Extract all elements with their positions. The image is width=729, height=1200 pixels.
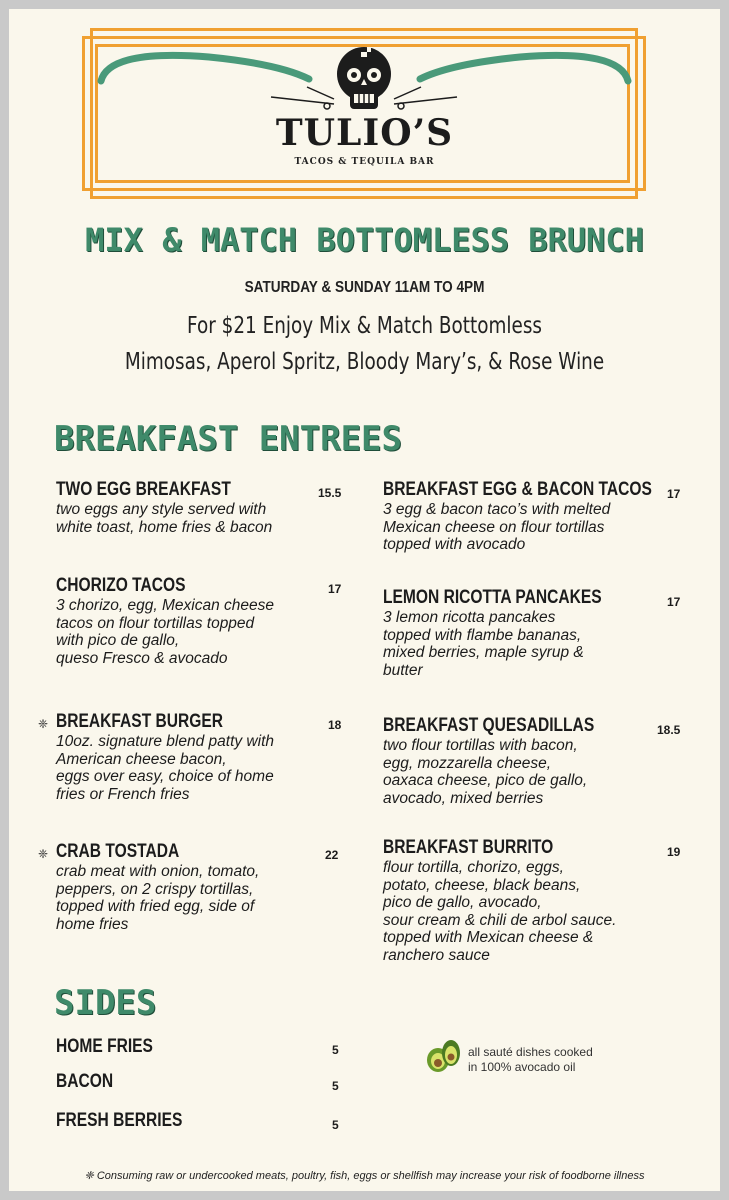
item-price: 17 [667,487,681,501]
entrees-title: BREAKFAST ENTREES [54,419,402,459]
desc-line: white toast, home fries & bacon [56,518,273,536]
item-description [56,863,356,933]
item-description [56,501,356,536]
desc-line: 3 lemon ricotta pancakes [383,609,556,626]
desc-line: two eggs any style served with [56,501,267,518]
footer-star-icon: ❈ [84,1170,94,1182]
menu-item [56,711,356,803]
headline: MIX & MATCH BOTTOMLESS BRUNCH [85,221,644,259]
desc-line: tacos on flour tortillas topped [56,614,255,632]
item-name: BREAKFAST EGG & BACON TACOS [383,479,652,500]
sugar-skull-icon [337,47,391,109]
desc-line: Mexican cheese on flour tortillas [383,518,605,536]
desc-line: butter [383,661,423,679]
item-price: 15.5 [318,486,342,500]
desc-line: home fries [56,915,129,933]
item-description [383,501,683,554]
item-name: CHORIZO TACOS [56,575,186,596]
avocado-icon [424,1035,464,1075]
item-name: BREAKFAST BURGER [56,711,224,732]
desc-line: topped with Mexican cheese & [383,929,594,946]
menu-item [383,479,683,554]
item-price: 22 [325,848,339,862]
side-item-name: FRESH BERRIES [56,1110,183,1131]
side-item-price: 5 [332,1043,339,1057]
left-swoosh-icon [101,55,309,81]
desc-line: queso Fresco & avocado [56,649,228,667]
desc-line: mixed berries, maple syrup & [383,644,584,661]
desc-line: American cheese bacon, [56,750,227,768]
right-swoosh-icon [420,55,628,81]
brand-name: TULIO’S [275,112,454,154]
menu-item [383,837,683,964]
sides-title: SIDES [54,983,157,1023]
logo-ornaments [9,9,720,209]
item-name: TWO EGG BREAKFAST [56,479,231,500]
item-price: 18.5 [657,723,681,737]
desc-line: topped with flambe bananas, [383,626,582,644]
desc-line: egg, mozzarella cheese, [383,754,552,772]
menu-item [56,841,356,933]
item-description [56,733,356,803]
item-name: BREAKFAST QUESADILLAS [383,715,595,736]
desc-line: topped with avocado [383,536,526,553]
item-name: LEMON RICOTTA PANCAKES [383,587,602,608]
hours: SATURDAY & SUNDAY 11AM TO 4PM [244,279,485,296]
desc-line: pico de gallo, avocado, [383,894,542,911]
desc-line: topped with fried egg, side of [56,898,255,915]
note-line: in 100% avocado oil [468,1060,576,1074]
menu-page [9,9,720,1191]
menu-item [383,587,683,679]
promo-line-2: Mimosas, Aperol Spritz, Bloody Mary’s, & Rose Wine [124,349,605,375]
note-line: all sauté dishes cooked [468,1045,593,1059]
desc-line: eggs over easy, choice of home [56,768,274,785]
item-price: 17 [328,582,342,596]
header-logo-area [9,9,720,209]
item-description [383,859,683,964]
menu-item [56,479,356,536]
desc-line: peppers, on 2 crispy tortillas, [56,880,254,898]
item-description [383,609,683,679]
desc-line: oaxaca cheese, pico de gallo, [383,772,588,789]
menu-item [56,575,356,667]
side-item-price: 5 [332,1079,339,1093]
desc-line: potato, cheese, black beans, [383,876,581,894]
desc-line: fries or French fries [56,785,190,803]
side-item-name: HOME FRIES [56,1036,153,1057]
desc-line: 10oz. signature blend patty with [56,733,274,750]
desc-line: two flour tortillas with bacon, [383,737,578,754]
side-item-name: BACON [56,1071,114,1092]
desc-line: 3 egg & bacon taco’s with melted [383,501,611,518]
desc-line: ranchero sauce [383,946,490,964]
desc-line: 3 chorizo, egg, Mexican cheese [56,597,274,614]
item-name: BREAKFAST BURRITO [383,837,554,858]
item-price: 18 [328,718,342,732]
side-item-price: 5 [332,1118,339,1132]
item-name: CRAB TOSTADA [56,841,180,862]
item-price: 19 [667,845,681,859]
item-price: 17 [667,595,681,609]
promo-line-1: For $21 Enjoy Mix & Match Bottomless [187,313,542,339]
item-description [383,737,683,807]
desc-line: sour cream & chili de arbol sauce. [383,911,617,929]
item-description [56,597,356,667]
footer-text: Consuming raw or undercooked meats, poultry, fish, eggs or shellfish may increase your risk of foodborne illness [96,1170,645,1182]
footer-disclaimer [9,1169,720,1182]
desc-line: with pico de gallo, [56,632,180,649]
raw-warning-star-icon: ❈ [38,847,49,861]
raw-warning-star-icon: ❈ [38,717,49,731]
desc-line: avocado, mixed berries [383,789,544,807]
desc-line: crab meat with onion, tomato, [56,863,260,880]
avocado-oil-note [468,1045,593,1075]
desc-line: flour tortilla, chorizo, eggs, [383,859,564,876]
brand-tagline: TACOS & TEQUILA BAR [294,157,435,167]
menu-item [383,715,683,807]
